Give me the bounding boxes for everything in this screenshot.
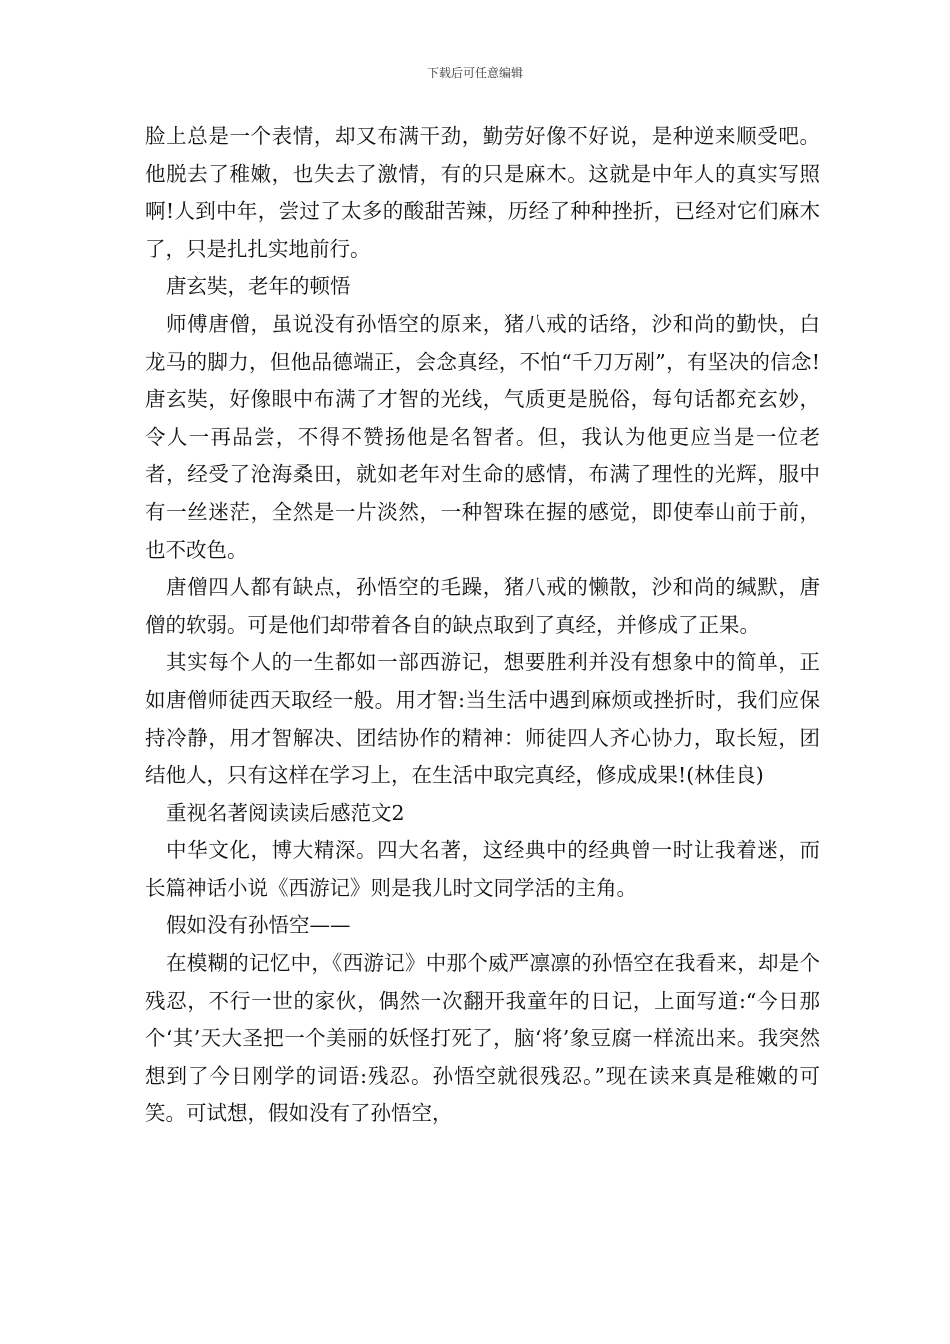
paragraph-1: 脸上总是一个表情，却又布满干劲，勤劳好像不好说，是种逆来顺受吧。他脱去了稚嫩，也失去了激情，有的只是麻木。这就是中年人的真实写照啊!人到中年，尝过了太多的酸甜苦辣，历经了种种挫折，已经对它们麻木了，只是扎扎实地前行。 bbox=[145, 124, 820, 261]
paragraph-3: 唐僧四人都有缺点，孙悟空的毛躁，猪八戒的懒散，沙和尚的缄默，唐僧的软弱。可是他们却带着各自的缺点取到了真经，并修成了正果。 bbox=[145, 575, 820, 637]
paragraph-6: 在模糊的记忆中，《西游记》中那个威严凛凛的孙悟空在我看来，却是个残忍，不行一世的家伙，偶然一次翻开我童年的日记，上面写道:“今日那个‘其’天大圣把一个美丽的妖怪打死了，脑‘将’象豆腐一样流出来。我突然想到了今日刚学的词语:残忍。孙悟空就很残忍。”现在读来真是稚嫩的可笑。可试想，假如没有了孙悟空， bbox=[145, 951, 820, 1126]
paragraph-4: 其实每个人的一生都如一部西游记，想要胜利并没有想象中的简单，正如唐僧师徒西天取经一般。用才智:当生活中遇到麻烦或挫折时，我们应保持冷静，用才智解决、团结协作的精神：师徒四人齐心协力，取长短，团结他人，只有这样在学习上，在生活中取完真经，修成成果!(林佳良) bbox=[145, 650, 820, 788]
paragraph-5: 中华文化，博大精深。四大名著，这经典中的经典曾一时让我着迷，而长篇神话小说《西游记》则是我儿时文同学活的主角。 bbox=[145, 838, 820, 900]
page-header: 下载后可任意编辑 bbox=[426, 66, 523, 80]
section-heading-without-sun-wukong: 假如没有孙悟空—— bbox=[166, 913, 351, 938]
section-heading-tang-xuanzang: 唐玄奘，老年的顿悟 bbox=[166, 274, 351, 299]
essay-title-2: 重视名著阅读读后感范文2 bbox=[166, 800, 405, 825]
document-body bbox=[145, 118, 820, 1133]
paragraph-2: 师傅唐僧，虽说没有孙悟空的原来，猪八戒的话络，沙和尚的勤快，白龙马的脚力，但他品德端正，会念真经，不怕“千刀万剐”，有坚决的信念!唐玄奘，好像眼中布满了才智的光线，气质更是脱俗，每句话都充玄妙，令人一再品尝，不得不赞扬他是名智者。但，我认为他更应当是一位老者，经受了沧海桑田，就如老年对生命的感情，布满了理性的光辉，服中有一丝迷茫，全然是一片淡然，一种智珠在握的感觉，即使奉山前于前，也不改色。 bbox=[145, 311, 820, 562]
